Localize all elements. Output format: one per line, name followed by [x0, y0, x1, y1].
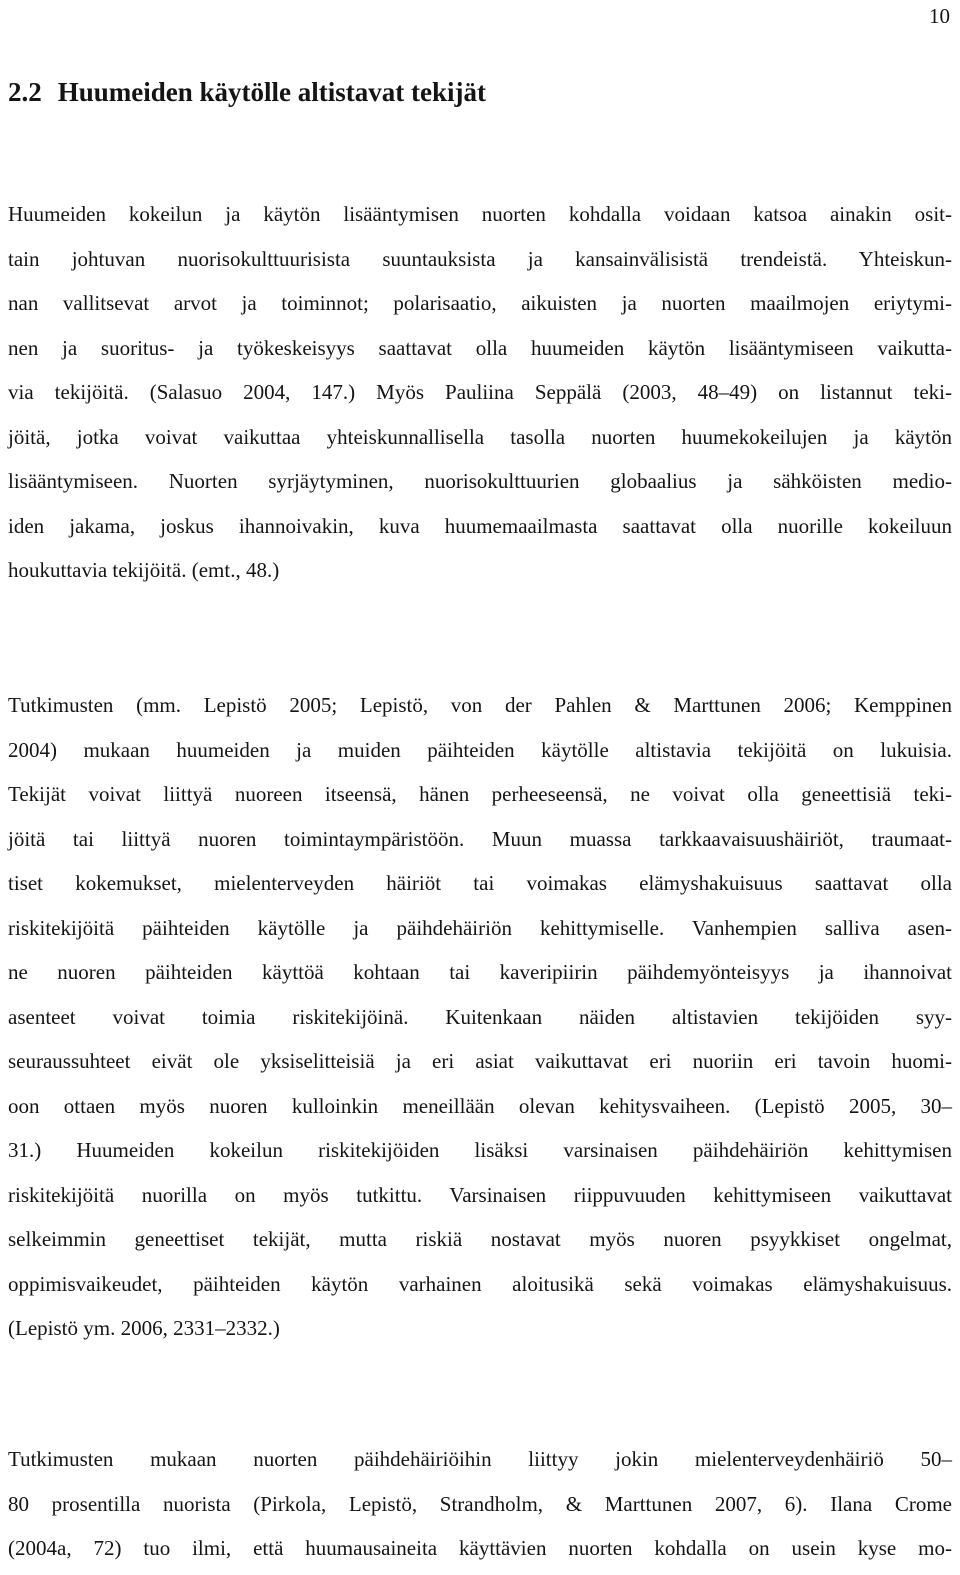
paragraph-line: 31.) Huumeiden kokeilun riskitekijöiden lisäksi varsinaisen päihdehäiriön kehittymisen — [8, 1138, 952, 1162]
paragraph-line: (Lepistö ym. 2006, 2331–2332.) — [8, 1316, 280, 1340]
paragraph-2 — [8, 683, 952, 1351]
paragraph-line: Tekijät voivat liittyä nuoreen itseensä, hänen perheeseensä, ne voivat olla geneettisiä teki- — [8, 782, 952, 806]
paragraph-line: nan vallitsevat arvot ja toiminnot; polarisaatio, aikuisten ja nuorten maailmojen eriytymi- — [8, 291, 952, 315]
paragraph-line: tiset kokemukset, mielenterveyden häiriöt tai voimakas elämyshakuisuus saattavat olla — [8, 871, 952, 895]
paragraph-line: ne nuoren päihteiden käyttöä kohtaan tai kaveripiirin päihdemyönteisyys ja ihannoivat — [8, 960, 952, 984]
section-number: 2.2 — [8, 77, 42, 107]
paragraph-line: riskitekijöitä päihteiden käytölle ja päihdehäiriön kehittymiselle. Vanhempien salliva asen- — [8, 915, 952, 940]
paragraph-line: 80 prosentilla nuorista (Pirkola, Lepistö, Strandholm, & Marttunen 2007, 6). Ilana Crome — [8, 1491, 952, 1516]
paragraph-line: iden jakama, joskus ihannoivakin, kuva huumemaailmasta saattavat olla nuorille kokeiluun — [8, 513, 952, 538]
page-number: 10 — [929, 4, 950, 28]
paragraph-line: via tekijöitä. (Salasuo 2004, 147.) Myös Pauliina Seppälä (2003, 48–49) on listannut teki- — [8, 380, 952, 404]
paragraph-line: jöitä tai liittyä nuoren toimintaympäristöön. Muun muassa tarkkaavaisuushäiriöt, traumaat- — [8, 826, 952, 851]
paragraph-line: nen ja suoritus- ja työkeskeisyys saattavat olla huumeiden käytön lisääntymiseen vaikutta- — [8, 335, 952, 360]
paragraph-line: Huumeiden kokeilun ja käytön lisääntymisen nuorten kohdalla voidaan katsoa ainakin osit- — [8, 202, 952, 226]
paragraph-1 — [8, 192, 952, 593]
paragraph-line: lisääntymiseen. Nuorten syrjäytyminen, nuorisokulttuurien globaalius ja sähköisten medio- — [8, 469, 952, 493]
section-heading — [8, 74, 486, 110]
paragraph-line: Tutkimusten mukaan nuorten päihdehäiriöihin liittyy jokin mielenterveydenhäiriö 50– — [8, 1447, 952, 1471]
section-title: Huumeiden käytölle altistavat tekijät — [57, 77, 486, 107]
paragraph-line: jöitä, jotka voivat vaikuttaa yhteiskunnallisella tasolla nuorten huumekokeilujen ja käytön — [8, 424, 952, 449]
paragraph-line: asenteet voivat toimia riskitekijöinä. Kuitenkaan näiden altistavien tekijöiden syy- — [8, 1004, 952, 1029]
paragraph-line: Tutkimusten (mm. Lepistö 2005; Lepistö, von der Pahlen & Marttunen 2006; Kemppinen — [8, 693, 952, 717]
paragraph-line: 2004) mukaan huumeiden ja muiden päihteiden käytölle altistavia tekijöitä on lukuisia. — [8, 737, 952, 762]
paragraph-line: oppimisvaikeudet, päihteiden käytön varhainen aloitusikä sekä voimakas elämyshakuisuus. — [8, 1271, 952, 1296]
paragraph-3 — [8, 1437, 952, 1571]
paragraph-line: seuraussuhteet eivät ole yksiselitteisiä ja eri asiat vaikuttavat eri nuoriin eri tavoin huomi- — [8, 1049, 952, 1073]
paragraph-line: selkeimmin geneettiset tekijät, mutta riskiä nostavat myös nuoren psyykkiset ongelmat, — [8, 1227, 952, 1251]
paragraph-line: riskitekijöitä nuorilla on myös tutkittu. Varsinaisen riippuvuuden kehittymiseen vaikuttavat — [8, 1182, 952, 1207]
paragraph-line: houkuttavia tekijöitä. (emt., 48.) — [8, 558, 280, 582]
paragraph-line: tain johtuvan nuorisokulttuurisista suuntauksista ja kansainvälisistä trendeistä. Yhteiskun- — [8, 246, 952, 271]
paragraph-line: (2004a, 72) tuo ilmi, että huumausaineita käyttävien nuorten kohdalla on usein kyse mo- — [8, 1536, 952, 1560]
paragraph-line: oon ottaen myös nuoren kulloinkin meneillään olevan kehitysvaiheen. (Lepistö 2005, 30– — [8, 1093, 952, 1118]
